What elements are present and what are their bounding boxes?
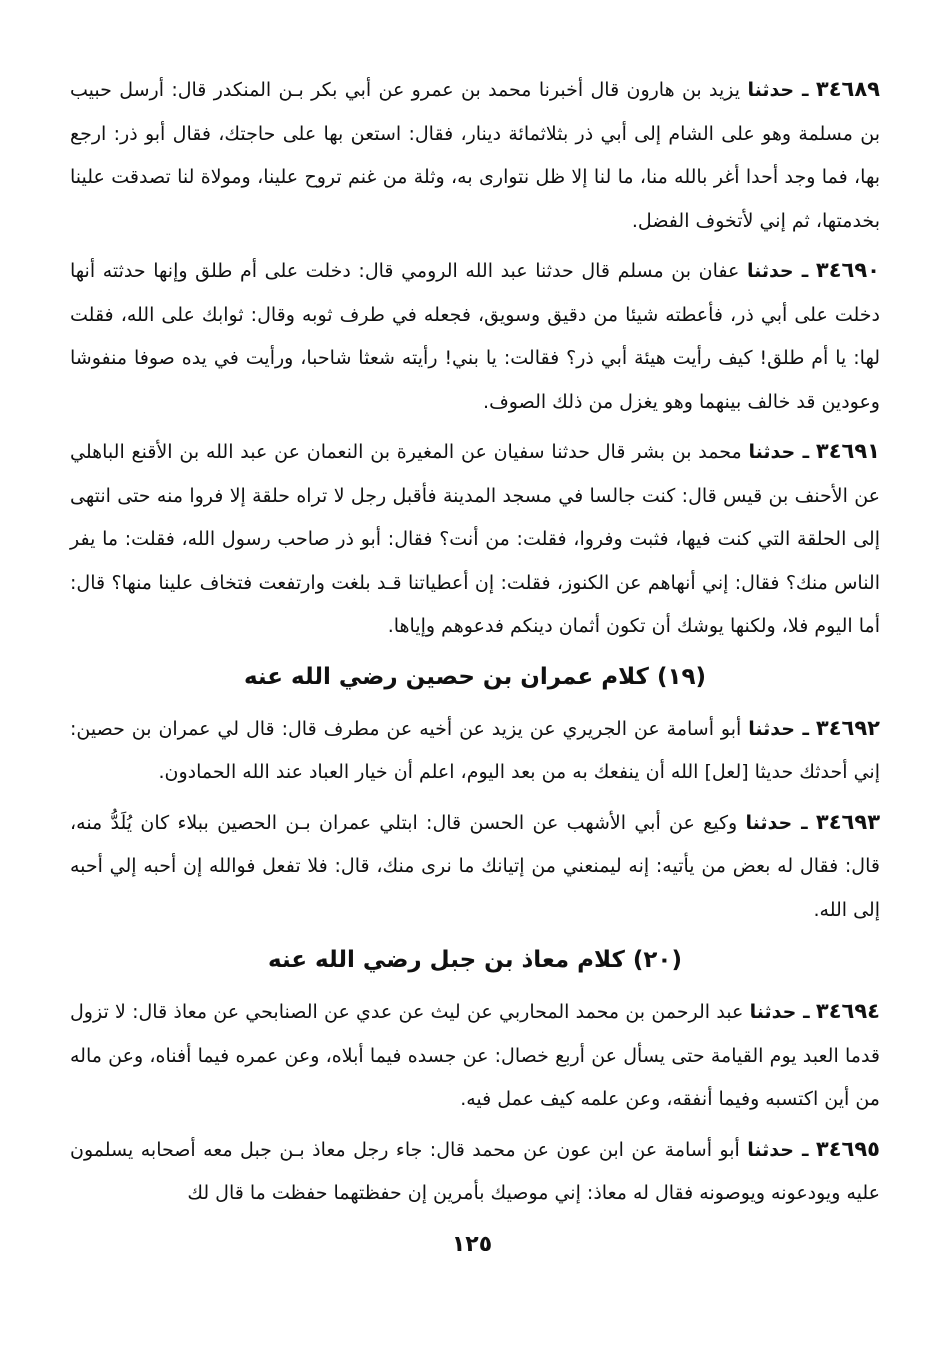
chapter-heading-20: (٢٠) كلام معاذ بن جبل رضي الله عنه bbox=[268, 947, 682, 973]
hadith-entry bbox=[70, 801, 880, 933]
hadith-text: وكيع عن أبي الأشهب عن الحسن قال: ابتلي عمران بـن الحصين ببلاء كان يُلَدُّ منه، قال: فقال له بعض من يأتيه: إنه ليمنعني من إتيانك ما نرى منك، قال: فلا تفعل فوالله إن أحبه إلي أحبه إلى الله. bbox=[70, 811, 880, 921]
hadith-entry bbox=[70, 1128, 880, 1216]
hadith-number: ٣٤٦٩٢ bbox=[815, 715, 880, 740]
hadith-number: ٣٤٦٩٤ bbox=[815, 999, 880, 1023]
hadith-number: ٣٤٦٨٩ bbox=[815, 77, 880, 101]
page-number: ١٢٥ bbox=[451, 1232, 493, 1257]
hadith-text: أبو أسامة عن الجريري عن يزيد عن أخيه عن مطرف قال: قال لي عمران بن حصين: إني أحدثك حديثا [لعل] الله أن ينفعك به من بعد اليوم، اعلم أن خيار العباد عند الله الحمادون. bbox=[70, 717, 880, 783]
hadith-number: ٣٤٦٩٠ bbox=[815, 258, 880, 282]
hadith-entry bbox=[70, 68, 880, 243]
hadith-text: محمد بن بشر قال حدثنا سفيان عن المغيرة بن النعمان عن عبد الله بن الأقنع الباهلي عن الأحنف بن قيس قال: كنت جالسا في مسجد المدينة فأقبل رجل لا تراه حلقة إلا فروا منه حتى انتهى إلى الحلقة التي كنت فيها، فثبت وفروا، فقلت: من أنت؟ فقال: أبو ذر صاحب رسول الله، فقلت: ما يفر الناس منك؟ فقال: إني أنهاهم عن الكنوز، فقلت: إن أعطياتنا قـد بلغت وارتفعت فتخاف علينا منها؟ قال: أما اليوم فلا، ولكنها يوشك أن تكون أثمان دينكم فدعوهم وإياها. bbox=[70, 441, 880, 637]
hadith-text: يزيد بن هارون قال أخبرنا محمد بن عمرو عن أبي بكر بـن المنكدر قال: أرسل حبيب بن مسلمة وهو على الشام إلى أبي ذر بثلاثمائة دينار، فقال: استعن بها على حاجتك، فقال أبو ذر: ارجع بها، فما وجد أحدا أغر بالله منا، ما لنا إلا ظل نتوارى به، وثلة من غنم تروح علينا، ومولاة لنا تصدقت علينا بخدمتها، ثم إني لأتخوف الفضل. bbox=[70, 79, 880, 232]
hadith-lead: ـ حدثنا bbox=[748, 441, 810, 463]
hadith-entry bbox=[70, 707, 880, 795]
hadith-number: ٣٤٦٩٣ bbox=[815, 809, 881, 834]
hadith-lead: ـ حدثنا bbox=[745, 811, 808, 834]
page-body bbox=[70, 68, 880, 1222]
chapter-heading-19: (١٩) كلام عمران بن حصين رضي الله عنه bbox=[243, 663, 707, 690]
hadith-lead: ـ حدثنا bbox=[747, 79, 809, 101]
hadith-entry bbox=[70, 990, 880, 1122]
hadith-lead: ـ حدثنا bbox=[747, 1138, 809, 1161]
hadith-text: أبو أسامة عن ابن عون عن محمد قال: جاء رجل معاذ بـن جبل معه أصحابه يسلمون عليه ويودعونه ويوصونه فقال له معاذ: إني موصيك بأمرين إن حفظتهما حفظت ما قال لك bbox=[70, 1138, 880, 1204]
hadith-lead: ـ حدثنا bbox=[746, 260, 809, 282]
hadith-text: عبد الرحمن بن محمد المحاربي عن ليث عن عدي عن الصنابحي عن معاذ قال: لا تزول قدما العبد يوم القيامة حتى يسأل عن أربع خصال: عن جسده فيما أبلاه، وعن عمره فيما أفناه، وعن ماله من أين اكتسبه وفيما أنفقه، وعن علمه كيف عمل فيه. bbox=[70, 1001, 880, 1110]
hadith-lead: ـ حدثنا bbox=[749, 1001, 810, 1023]
hadith-number: ٣٤٦٩٥ bbox=[815, 1136, 880, 1161]
hadith-entry bbox=[70, 430, 880, 649]
hadith-number: ٣٤٦٩١ bbox=[815, 439, 880, 463]
hadith-entry bbox=[70, 249, 880, 424]
hadith-text: عفان بن مسلم قال حدثنا عبد الله الرومي قال: دخلت على أم طلق وإنها حدثته أنها دخلت على أبي ذر، فأعطته شيئا من دقيق وسويق، فجعله في طرف ثوبه وقال: ثوابك على الله، فقلت لها: يا أم طلق! كيف رأيت هيئة أبي ذر؟ فقالت: يا بني! رأيته شعثا شاحبا، ورأيت في يده صوفا منفوشا وعودين قد خالف بينهما وهو يغزل من ذلك الصوف. bbox=[70, 260, 880, 413]
hadith-lead: ـ حدثنا bbox=[748, 717, 809, 740]
